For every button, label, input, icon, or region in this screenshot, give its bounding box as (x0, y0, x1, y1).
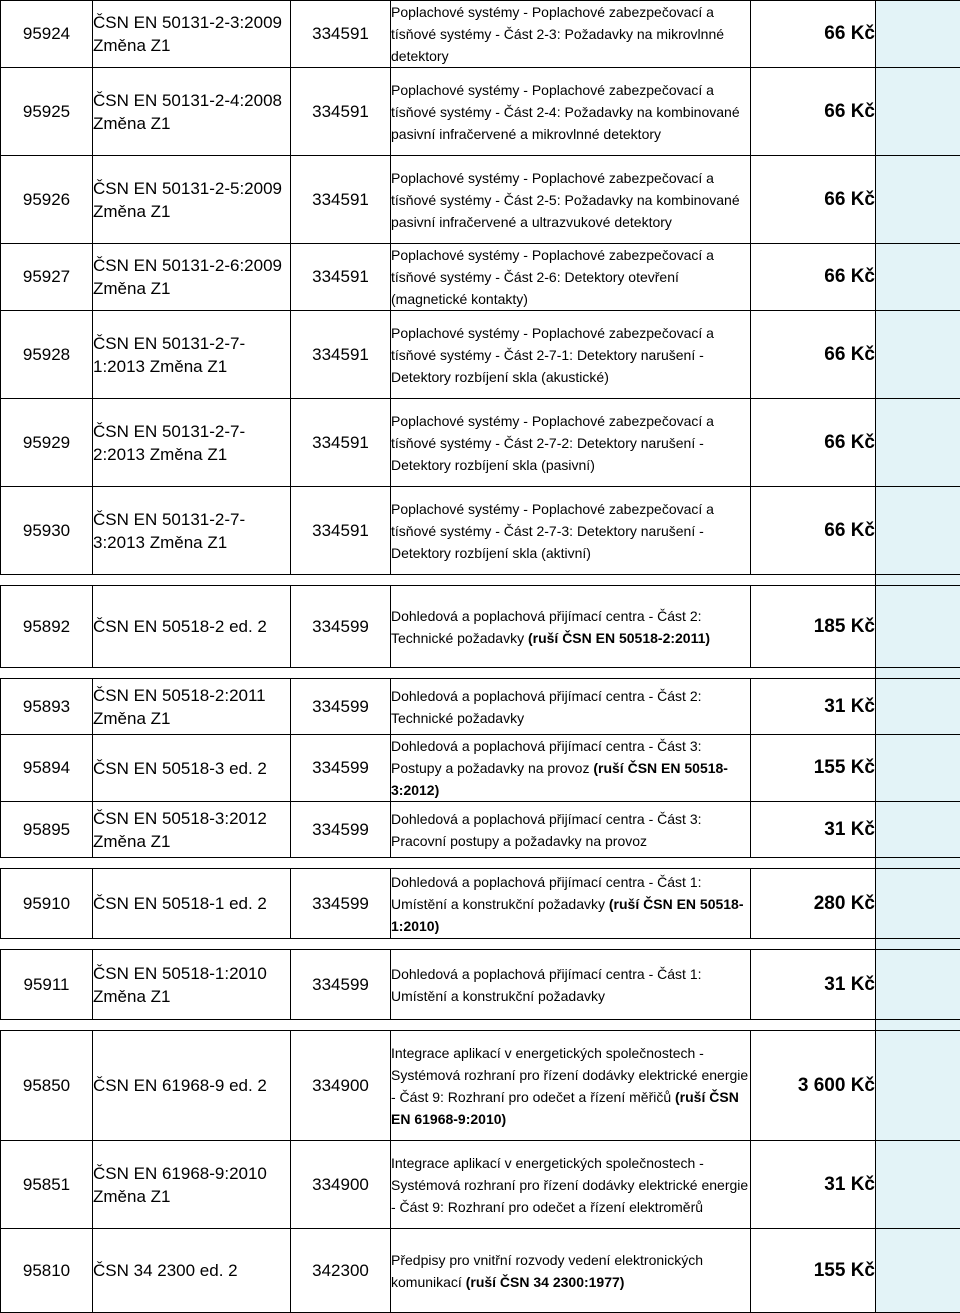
section-gap (1, 939, 960, 950)
price: 66 Kč (751, 68, 876, 156)
shaded-cell (876, 939, 960, 950)
shaded-cell (876, 311, 960, 399)
table-row (1, 399, 960, 487)
shaded-cell (876, 487, 960, 575)
standard-designation: ČSN EN 50131-2-7-1:2013 Změna Z1 (93, 311, 291, 399)
price: 31 Kč (751, 950, 876, 1020)
shaded-cell (876, 1229, 960, 1313)
price: 31 Kč (751, 679, 876, 735)
table-row (1, 1031, 960, 1141)
standard-designation: ČSN EN 61968-9:2010 Změna Z1 (93, 1141, 291, 1229)
catalog-number: 95892 (1, 586, 93, 668)
title-text: Předpisy pro vnitřní rozvody vedení elektronických komunikací (391, 1252, 703, 1290)
shaded-cell (876, 802, 960, 858)
title-text: Dohledová a poplachová přijímací centra - Část 2: Technické požadavky (391, 608, 702, 646)
standard-title (391, 586, 751, 668)
title-text: Dohledová a poplachová přijímací centra - Část 3: Pracovní postupy a požadavky na provoz (391, 811, 702, 849)
catalog-number: 95927 (1, 244, 93, 311)
shaded-cell (876, 735, 960, 802)
classification-code: 342300 (291, 1229, 391, 1313)
table-row (1, 735, 960, 802)
title-text: Poplachové systémy - Poplachové zabezpečovací a tísňové systémy - Část 2-3: Požadavky na mikrovlnné detektory (391, 4, 724, 64)
standard-designation: ČSN EN 50518-2:2011 Změna Z1 (93, 679, 291, 735)
supersedes-note: (ruší ČSN EN 50518-3:2012) (391, 760, 728, 798)
catalog-number: 95894 (1, 735, 93, 802)
table-row (1, 311, 960, 399)
classification-code: 334599 (291, 586, 391, 668)
catalog-number: 95895 (1, 802, 93, 858)
section-gap (1, 575, 960, 586)
table-row (1, 1141, 960, 1229)
shaded-cell (876, 156, 960, 244)
classification-code: 334591 (291, 399, 391, 487)
classification-code: 334591 (291, 311, 391, 399)
price: 155 Kč (751, 735, 876, 802)
standard-title (391, 679, 751, 735)
classification-code: 334591 (291, 244, 391, 311)
table-row (1, 156, 960, 244)
title-text: Poplachové systémy - Poplachové zabezpečovací a tísňové systémy - Část 2-7-1: Detektory narušení - Detektory rozbíjení skla (akustické) (391, 325, 714, 385)
classification-code: 334591 (291, 68, 391, 156)
price: 280 Kč (751, 869, 876, 939)
price: 155 Kč (751, 1229, 876, 1313)
catalog-number: 95893 (1, 679, 93, 735)
classification-code: 334599 (291, 735, 391, 802)
classification-code: 334599 (291, 950, 391, 1020)
standard-designation: ČSN EN 50518-3 ed. 2 (93, 735, 291, 802)
catalog-number: 95911 (1, 950, 93, 1020)
standard-designation: ČSN 34 2300 ed. 2 (93, 1229, 291, 1313)
standard-designation: ČSN EN 50131-2-7-3:2013 Změna Z1 (93, 487, 291, 575)
catalog-number: 95930 (1, 487, 93, 575)
shaded-cell (876, 1020, 960, 1031)
standard-designation: ČSN EN 61968-9 ed. 2 (93, 1031, 291, 1141)
shaded-cell (876, 869, 960, 939)
standard-designation: ČSN EN 50131-2-3:2009 Změna Z1 (93, 1, 291, 68)
supersedes-note: (ruší ČSN EN 50518-1:2010) (391, 896, 744, 934)
price: 66 Kč (751, 487, 876, 575)
table-row (1, 487, 960, 575)
title-text: Dohledová a poplachová přijímací centra - Část 1: Umístění a konstrukční požadavky (391, 874, 702, 912)
title-text: Poplachové systémy - Poplachové zabezpečovací a tísňové systémy - Část 2-7-2: Detektory narušení - Detektory rozbíjení skla (pasivní) (391, 413, 714, 473)
shaded-cell (876, 399, 960, 487)
title-text: Poplachové systémy - Poplachové zabezpečovací a tísňové systémy - Část 2-7-3: Detektory narušení - Detektory rozbíjení skla (aktivní) (391, 501, 714, 561)
standard-title (391, 311, 751, 399)
price: 66 Kč (751, 244, 876, 311)
classification-code: 334591 (291, 487, 391, 575)
catalog-number: 95924 (1, 1, 93, 68)
standard-designation: ČSN EN 50131-2-4:2008 Změna Z1 (93, 68, 291, 156)
price: 66 Kč (751, 399, 876, 487)
standard-designation: ČSN EN 50131-2-5:2009 Změna Z1 (93, 156, 291, 244)
title-text: Dohledová a poplachová přijímací centra - Část 1: Umístění a konstrukční požadavky (391, 966, 702, 1004)
standard-title (391, 735, 751, 802)
shaded-cell (876, 575, 960, 586)
section-gap (1, 668, 960, 679)
standard-title (391, 399, 751, 487)
standard-designation: ČSN EN 50131-2-6:2009 Změna Z1 (93, 244, 291, 311)
standard-designation: ČSN EN 50518-1 ed. 2 (93, 869, 291, 939)
shaded-cell (876, 858, 960, 869)
table-row (1, 586, 960, 668)
standard-designation: ČSN EN 50131-2-7-2:2013 Změna Z1 (93, 399, 291, 487)
standard-title (391, 487, 751, 575)
title-text: Integrace aplikací v energetických společnostech - Systémová rozhraní pro řízení dodávky elektrické energie - Část 9: Rozhraní pro odečet a řízení elektroměrů (391, 1155, 748, 1215)
catalog-number: 95850 (1, 1031, 93, 1141)
standard-title (391, 1, 751, 68)
standard-title (391, 1141, 751, 1229)
catalog-number: 95925 (1, 68, 93, 156)
title-text: Poplachové systémy - Poplachové zabezpečovací a tísňové systémy - Část 2-5: Požadavky na kombinované pasivní infračervené a ultrazvukové detektory (391, 170, 740, 230)
price: 66 Kč (751, 311, 876, 399)
table-row (1, 68, 960, 156)
shaded-cell (876, 679, 960, 735)
shaded-cell (876, 668, 960, 679)
shaded-cell (876, 1, 960, 68)
shaded-cell (876, 1031, 960, 1141)
standard-title (391, 68, 751, 156)
price: 31 Kč (751, 802, 876, 858)
catalog-number: 95910 (1, 869, 93, 939)
classification-code: 334599 (291, 869, 391, 939)
standard-title (391, 950, 751, 1020)
standard-title (391, 1031, 751, 1141)
table-row (1, 869, 960, 939)
price: 3 600 Kč (751, 1031, 876, 1141)
price: 31 Kč (751, 1141, 876, 1229)
standard-title (391, 869, 751, 939)
table-row (1, 950, 960, 1020)
supersedes-note: (ruší ČSN 34 2300:1977) (466, 1274, 625, 1290)
standard-title (391, 244, 751, 311)
title-text: Dohledová a poplachová přijímací centra - Část 3: Postupy a požadavky na provoz (391, 738, 702, 776)
classification-code: 334900 (291, 1031, 391, 1141)
title-text: Dohledová a poplachová přijímací centra - Část 2: Technické požadavky (391, 688, 702, 726)
supersedes-note: (ruší ČSN EN 50518-2:2011) (528, 630, 710, 646)
title-text: Poplachové systémy - Poplachové zabezpečovací a tísňové systémy - Část 2-4: Požadavky na kombinované pasivní infračervené a mikrovlnné detektory (391, 82, 740, 142)
standard-designation: ČSN EN 50518-1:2010 Změna Z1 (93, 950, 291, 1020)
standard-title (391, 1229, 751, 1313)
title-text: Integrace aplikací v energetických společnostech - Systémová rozhraní pro řízení dodávky elektrické energie - Část 9: Rozhraní pro odečet a řízení měřičů (391, 1045, 748, 1105)
standard-title (391, 156, 751, 244)
title-text: Poplachové systémy - Poplachové zabezpečovací a tísňové systémy - Část 2-6: Detektory otevření (magnetické kontakty) (391, 247, 714, 307)
price: 66 Kč (751, 156, 876, 244)
section-gap (1, 1020, 960, 1031)
classification-code: 334591 (291, 156, 391, 244)
classification-code: 334599 (291, 802, 391, 858)
section-gap (1, 858, 960, 869)
shaded-cell (876, 950, 960, 1020)
standard-designation: ČSN EN 50518-2 ed. 2 (93, 586, 291, 668)
catalog-number: 95810 (1, 1229, 93, 1313)
catalog-number: 95928 (1, 311, 93, 399)
table-row (1, 1229, 960, 1313)
catalog-number: 95929 (1, 399, 93, 487)
catalog-number: 95851 (1, 1141, 93, 1229)
catalog-number: 95926 (1, 156, 93, 244)
classification-code: 334599 (291, 679, 391, 735)
shaded-cell (876, 68, 960, 156)
supersedes-note: (ruší ČSN EN 61968-9:2010) (391, 1089, 739, 1127)
table-row (1, 1, 960, 68)
standard-designation: ČSN EN 50518-3:2012 Změna Z1 (93, 802, 291, 858)
shaded-cell (876, 586, 960, 668)
table-row (1, 679, 960, 735)
classification-code: 334591 (291, 1, 391, 68)
shaded-cell (876, 244, 960, 311)
price: 185 Kč (751, 586, 876, 668)
shaded-cell (876, 1141, 960, 1229)
classification-code: 334900 (291, 1141, 391, 1229)
price: 66 Kč (751, 1, 876, 68)
table-row (1, 244, 960, 311)
table-row (1, 802, 960, 858)
standard-title (391, 802, 751, 858)
